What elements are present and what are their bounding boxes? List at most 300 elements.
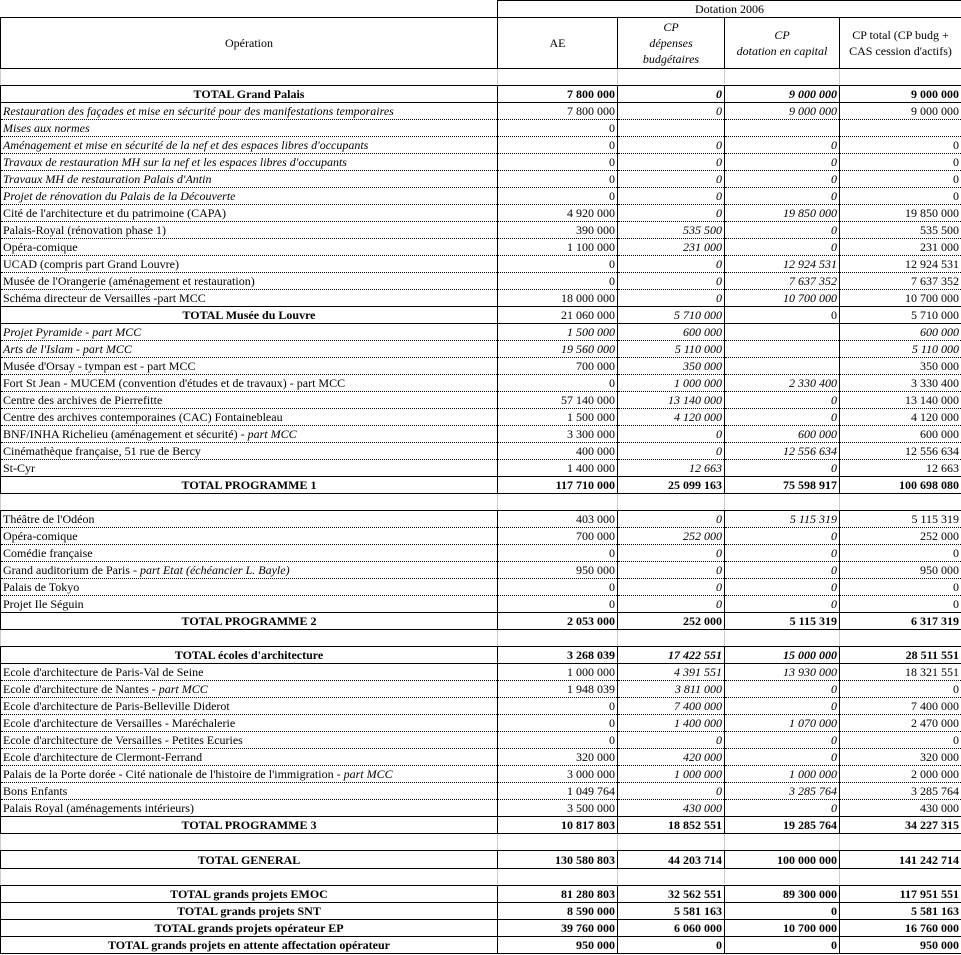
ae-cell: 0 — [498, 120, 618, 137]
table-row — [1, 545, 961, 562]
empty-cell — [1, 69, 498, 86]
cp-total-cell: 9 000 000 — [840, 103, 961, 120]
ae-cell: 1 000 000 — [498, 664, 618, 681]
cp-depenses-cell: 1 400 000 — [618, 715, 725, 732]
empty-cell — [725, 69, 840, 86]
cp-depenses-cell: 44 203 714 — [618, 851, 725, 869]
operation-label: Restauration des façades et mise en sécurité pour des manifestations temporaires — [3, 104, 394, 118]
ae-cell: 81 280 803 — [498, 886, 618, 903]
empty-cell — [498, 869, 618, 886]
operation-label: UCAD (compris part Grand Louvre) — [3, 257, 179, 271]
cp-dotation-cell — [725, 120, 840, 137]
cp-total-cell: 0 — [840, 732, 961, 749]
operation-cell — [1, 239, 498, 256]
cp-dotation-cell — [725, 341, 840, 358]
operation-cell — [1, 783, 498, 800]
operation-cell — [1, 647, 498, 664]
cp-dotation-cell: 1 000 000 — [725, 766, 840, 783]
ae-cell: 0 — [498, 596, 618, 613]
operation-cell — [1, 886, 498, 903]
empty-cell — [725, 869, 840, 886]
cp-total-cell: 9 000 000 — [840, 86, 961, 103]
table-row — [1, 290, 961, 307]
table-row — [1, 749, 961, 766]
operation-label: Cinémathèque française, 51 rue de Bercy — [3, 444, 201, 458]
cp-dotation-cell: 75 598 917 — [725, 477, 840, 494]
operation-label: TOTAL PROGRAMME 3 — [181, 818, 317, 832]
empty-cell — [1, 834, 498, 851]
operation-cell — [1, 613, 498, 630]
operation-label: Travaux de restauration MH sur la nef et les espaces libres d'occupants — [3, 155, 347, 169]
operation-label: Schéma directeur de Versailles -part MCC — [3, 291, 206, 305]
operation-label: Grand auditorium de Paris - — [3, 563, 140, 577]
cp-depenses-cell: 420 000 — [618, 749, 725, 766]
operation-label: TOTAL grands projets opérateur EP — [154, 921, 344, 935]
cp-depenses-cell: 0 — [618, 256, 725, 273]
cp-total-cell: 231 000 — [840, 239, 961, 256]
operation-cell — [1, 664, 498, 681]
cp-total-cell: 5 710 000 — [840, 307, 961, 324]
cp-total-cell: 0 — [840, 545, 961, 562]
spacer-row — [1, 630, 961, 647]
cp-depenses-cell — [618, 120, 725, 137]
table-row — [1, 766, 961, 783]
cp-dotation-cell: 0 — [725, 698, 840, 715]
operation-cell — [1, 545, 498, 562]
ae-cell: 39 760 000 — [498, 920, 618, 937]
cp-total-cell: 18 321 551 — [840, 664, 961, 681]
table-row — [1, 154, 961, 171]
operation-label: Palais de la Porte dorée - Cité nationale de l'histoire de l'immigration - — [3, 767, 344, 781]
operation-label: Musée de l'Orangerie (aménagement et restauration) — [3, 274, 255, 288]
table-row — [1, 596, 961, 613]
cp-dotation-cell: 0 — [725, 188, 840, 205]
cp-depenses-cell: 6 060 000 — [618, 920, 725, 937]
ae-cell: 1 500 000 — [498, 409, 618, 426]
cp-total-cell: 950 000 — [840, 937, 961, 954]
cp-dotation-cell: 10 700 000 — [725, 290, 840, 307]
ae-cell: 0 — [498, 273, 618, 290]
operation-cell — [1, 443, 498, 460]
table-row — [1, 732, 961, 749]
cp-dotation-cell: 0 — [725, 903, 840, 920]
table-row — [1, 511, 961, 528]
operation-cell — [1, 477, 498, 494]
ae-cell: 403 000 — [498, 511, 618, 528]
cp-dotation-cell: 0 — [725, 732, 840, 749]
cp-depenses-cell: 5 581 163 — [618, 903, 725, 920]
cp-total-cell: 600 000 — [840, 324, 961, 341]
table-row — [1, 426, 961, 443]
cp-dotation-cell: 600 000 — [725, 426, 840, 443]
empty-cell — [840, 834, 961, 851]
cp-total-cell: 10 700 000 — [840, 290, 961, 307]
cp-total-cell: 12 924 531 — [840, 256, 961, 273]
table-row — [1, 664, 961, 681]
ae-cell: 130 580 803 — [498, 851, 618, 869]
empty-cell — [725, 494, 840, 511]
operation-cell — [1, 171, 498, 188]
header-cp-depenses — [618, 18, 725, 69]
table-row — [1, 239, 961, 256]
cp-total-cell: 0 — [840, 681, 961, 698]
cp-total-cell: 100 698 080 — [840, 477, 961, 494]
total-row — [1, 886, 961, 903]
operation-label: Cité de l'architecture et du patrimoine (CAPA) — [3, 206, 226, 220]
operation-label: Ecole d'architecture de Paris-Belleville Diderot — [3, 699, 230, 713]
cp-dotation-cell: 0 — [725, 171, 840, 188]
cp-dotation-cell: 12 924 531 — [725, 256, 840, 273]
cp-depenses-cell: 1 000 000 — [618, 766, 725, 783]
empty-cell — [725, 630, 840, 647]
ae-cell: 400 000 — [498, 443, 618, 460]
cp-depenses-cell: 1 000 000 — [618, 375, 725, 392]
operation-label: TOTAL PROGRAMME 2 — [181, 614, 317, 628]
ae-cell: 0 — [498, 715, 618, 732]
cp-depenses-cell: 231 000 — [618, 239, 725, 256]
operation-label: TOTAL grands projets en attente affectation opérateur — [108, 938, 390, 952]
cp-dotation-cell: 0 — [725, 681, 840, 698]
operation-cell — [1, 426, 498, 443]
operation-label: Projet de rénovation du Palais de la Découverte — [3, 189, 236, 203]
operation-label: Arts de l'Islam - part MCC — [3, 342, 132, 356]
ae-cell: 320 000 — [498, 749, 618, 766]
operation-label: TOTAL Musée du Louvre — [182, 308, 316, 322]
cp-depenses-cell: 7 400 000 — [618, 698, 725, 715]
empty-cell — [618, 630, 725, 647]
total-row — [1, 613, 961, 630]
cp-depenses-cell: 350 000 — [618, 358, 725, 375]
cp-depenses-cell: 0 — [618, 783, 725, 800]
ae-cell: 1 400 000 — [498, 460, 618, 477]
cp-depenses-cell: 0 — [618, 171, 725, 188]
cp-dotation-cell: 1 070 000 — [725, 715, 840, 732]
cp-total-cell — [840, 120, 961, 137]
operation-label: TOTAL Grand Palais — [193, 87, 305, 101]
cp-total-cell: 34 227 315 — [840, 817, 961, 834]
cp-dotation-cell: 0 — [725, 800, 840, 817]
table-row — [1, 205, 961, 222]
operation-label: TOTAL PROGRAMME 1 — [181, 478, 317, 492]
cp-dotation-cell: 12 556 634 — [725, 443, 840, 460]
cp-depenses-cell: 17 422 551 — [618, 647, 725, 664]
table-row — [1, 256, 961, 273]
operation-label: Centre des archives de Pierrefitte — [3, 393, 163, 407]
cp-depenses-cell: 0 — [618, 596, 725, 613]
empty-cell — [618, 69, 725, 86]
cp-depenses-cell: 0 — [618, 511, 725, 528]
operation-label: Projet Pyramide - part MCC — [3, 325, 142, 339]
table-row — [1, 120, 961, 137]
cp-total-cell: 0 — [840, 579, 961, 596]
cp-dotation-cell: 0 — [725, 545, 840, 562]
operation-cell — [1, 358, 498, 375]
cp-total-cell: 4 120 000 — [840, 409, 961, 426]
ae-cell: 950 000 — [498, 937, 618, 954]
cp-total-cell: 0 — [840, 596, 961, 613]
operation-cell — [1, 307, 498, 324]
ae-cell: 3 000 000 — [498, 766, 618, 783]
cp-depenses-cell: 0 — [618, 579, 725, 596]
table-row — [1, 324, 961, 341]
operation-label: Ecole d'architecture de Paris-Val de Seine — [3, 665, 204, 679]
header-cp-total: CP total (CP budg + CAS cession d'actifs) — [840, 18, 961, 69]
cp-total-cell: 0 — [840, 171, 961, 188]
operation-label: Ecole d'architecture de Versailles - Petites Ecuries — [3, 733, 243, 747]
cp-total-cell: 252 000 — [840, 528, 961, 545]
cp-dotation-cell: 19 285 764 — [725, 817, 840, 834]
ae-cell: 0 — [498, 375, 618, 392]
empty-cell — [498, 834, 618, 851]
cp-total-cell: 5 115 319 — [840, 511, 961, 528]
operation-cell — [1, 579, 498, 596]
cp-dotation-cell: 0 — [725, 596, 840, 613]
empty-cell — [840, 69, 961, 86]
operation-cell — [1, 375, 498, 392]
table-row — [1, 375, 961, 392]
ae-cell: 0 — [498, 188, 618, 205]
empty-cell — [840, 494, 961, 511]
operation-cell — [1, 681, 498, 698]
operation-cell — [1, 698, 498, 715]
cp-dotation-cell: 0 — [725, 579, 840, 596]
cp-depenses-cell: 0 — [618, 443, 725, 460]
operation-cell — [1, 120, 498, 137]
spacer-row — [1, 834, 961, 851]
operation-cell — [1, 341, 498, 358]
ae-cell: 0 — [498, 154, 618, 171]
operation-cell — [1, 596, 498, 613]
ae-cell: 19 560 000 — [498, 341, 618, 358]
operation-cell — [1, 511, 498, 528]
empty-cell — [1, 869, 498, 886]
operation-cell — [1, 817, 498, 834]
cp-total-cell: 5 581 163 — [840, 903, 961, 920]
spacer-row — [1, 69, 961, 86]
header-empty — [1, 1, 498, 18]
table-row — [1, 783, 961, 800]
ae-cell: 117 710 000 — [498, 477, 618, 494]
ae-cell: 0 — [498, 171, 618, 188]
operation-cell — [1, 205, 498, 222]
cp-depenses-cell: 0 — [618, 86, 725, 103]
cp-depenses-cell: 5 110 000 — [618, 341, 725, 358]
operation-label: Palais Royal (aménagements intérieurs) — [3, 801, 194, 815]
operation-label: Ecole d'architecture de Clermont-Ferrand — [3, 750, 203, 764]
cp-total-cell: 7 637 352 — [840, 273, 961, 290]
cp-depenses-cell: 0 — [618, 562, 725, 579]
spacer-row — [1, 869, 961, 886]
operation-cell — [1, 103, 498, 120]
operation-label: Bons Enfants — [3, 784, 68, 798]
header-cp-dotation-line2: dotation en capital — [736, 44, 828, 58]
cp-depenses-cell: 5 710 000 — [618, 307, 725, 324]
cp-total-cell: 320 000 — [840, 749, 961, 766]
operation-label: Mises aux normes — [3, 121, 90, 135]
table-row — [1, 409, 961, 426]
empty-cell — [618, 494, 725, 511]
cp-total-cell: 600 000 — [840, 426, 961, 443]
cp-total-cell: 0 — [840, 154, 961, 171]
cp-dotation-cell: 7 637 352 — [725, 273, 840, 290]
ae-cell: 4 920 000 — [498, 205, 618, 222]
cp-total-cell: 2 470 000 — [840, 715, 961, 732]
operation-cell — [1, 154, 498, 171]
cp-depenses-cell: 3 811 000 — [618, 681, 725, 698]
empty-cell — [840, 869, 961, 886]
cp-dotation-cell: 9 000 000 — [725, 103, 840, 120]
ae-cell: 390 000 — [498, 222, 618, 239]
cp-dotation-cell: 19 850 000 — [725, 205, 840, 222]
table-row — [1, 460, 961, 477]
header-dotation-2006: Dotation 2006 — [498, 1, 961, 18]
table-row — [1, 103, 961, 120]
cp-depenses-cell: 535 500 — [618, 222, 725, 239]
table-row — [1, 800, 961, 817]
cp-depenses-cell: 12 663 — [618, 460, 725, 477]
cp-dotation-cell: 0 — [725, 409, 840, 426]
cp-dotation-cell: 0 — [725, 749, 840, 766]
ae-cell: 700 000 — [498, 528, 618, 545]
cp-depenses-cell: 430 000 — [618, 800, 725, 817]
empty-cell — [618, 869, 725, 886]
operation-label-emphasis: part MCC — [343, 767, 393, 781]
operation-cell — [1, 392, 498, 409]
ae-cell: 1 948 039 — [498, 681, 618, 698]
cp-total-cell: 5 110 000 — [840, 341, 961, 358]
ae-cell: 1 100 000 — [498, 239, 618, 256]
table-row — [1, 392, 961, 409]
cp-dotation-cell — [725, 324, 840, 341]
operation-label: Comédie française — [3, 546, 93, 560]
cp-depenses-cell: 0 — [618, 137, 725, 154]
empty-cell — [498, 630, 618, 647]
cp-depenses-cell: 0 — [618, 545, 725, 562]
empty-cell — [725, 834, 840, 851]
total-row — [1, 477, 961, 494]
ae-cell: 950 000 — [498, 562, 618, 579]
operation-label: Opéra-comique — [3, 240, 78, 254]
ae-cell: 2 053 000 — [498, 613, 618, 630]
operation-label: BNF/INHA Richelieu (aménagement et sécurité) - — [3, 427, 248, 441]
empty-cell — [1, 494, 498, 511]
cp-total-cell: 3 285 764 — [840, 783, 961, 800]
table-row — [1, 188, 961, 205]
header-row-group — [1, 1, 961, 18]
cp-depenses-cell: 13 140 000 — [618, 392, 725, 409]
cp-total-cell: 13 140 000 — [840, 392, 961, 409]
empty-cell — [498, 69, 618, 86]
cp-depenses-cell: 0 — [618, 273, 725, 290]
spacer-row — [1, 494, 961, 511]
table-row — [1, 579, 961, 596]
operation-label: St-Cyr — [3, 461, 36, 475]
cp-depenses-cell: 18 852 551 — [618, 817, 725, 834]
cp-depenses-cell: 32 562 551 — [618, 886, 725, 903]
ae-cell: 700 000 — [498, 358, 618, 375]
total-row — [1, 647, 961, 664]
cp-dotation-cell: 0 — [725, 937, 840, 954]
cp-depenses-cell: 4 120 000 — [618, 409, 725, 426]
cp-dotation-cell: 0 — [725, 222, 840, 239]
cp-total-cell: 0 — [840, 137, 961, 154]
operation-label: TOTAL grands projets SNT — [177, 904, 321, 918]
ae-cell: 0 — [498, 698, 618, 715]
total-row — [1, 920, 961, 937]
cp-total-cell: 6 317 319 — [840, 613, 961, 630]
cp-total-cell: 117 951 551 — [840, 886, 961, 903]
operation-label: Projet Ile Séguin — [3, 597, 84, 611]
cp-dotation-cell: 10 700 000 — [725, 920, 840, 937]
ae-cell: 3 300 000 — [498, 426, 618, 443]
total-row — [1, 86, 961, 103]
ae-cell: 0 — [498, 137, 618, 154]
cp-dotation-cell: 0 — [725, 137, 840, 154]
operation-label: Théâtre de l'Odéon — [3, 512, 95, 526]
operation-cell — [1, 409, 498, 426]
cp-total-cell: 0 — [840, 188, 961, 205]
operation-cell — [1, 766, 498, 783]
ae-cell: 18 000 000 — [498, 290, 618, 307]
table-row — [1, 171, 961, 188]
cp-dotation-cell: 15 000 000 — [725, 647, 840, 664]
ae-cell: 21 060 000 — [498, 307, 618, 324]
ae-cell: 3 500 000 — [498, 800, 618, 817]
cp-total-cell: 535 500 — [840, 222, 961, 239]
operation-label: Centre des archives contemporaines (CAC) Fontainebleau — [3, 410, 283, 424]
total-row — [1, 903, 961, 920]
table-row — [1, 562, 961, 579]
cp-total-cell: 12 663 — [840, 460, 961, 477]
operation-label: Travaux MH de restauration Palais d'Antin — [3, 172, 212, 186]
cp-dotation-cell: 0 — [725, 392, 840, 409]
cp-depenses-cell: 4 391 551 — [618, 664, 725, 681]
cp-depenses-cell: 252 000 — [618, 528, 725, 545]
operation-cell — [1, 324, 498, 341]
header-operation: Opération — [1, 18, 498, 69]
header-cp-dotation-line1: CP — [774, 28, 790, 42]
header-cp-dotation — [725, 18, 840, 69]
cp-dotation-cell: 13 930 000 — [725, 664, 840, 681]
operation-cell — [1, 851, 498, 869]
operation-cell — [1, 460, 498, 477]
operation-label: Aménagement et mise en sécurité de la nef et des espaces libres d'occupants — [3, 138, 369, 152]
cp-dotation-cell: 0 — [725, 528, 840, 545]
header-cp-depenses-line2: dépenses budgétaires — [642, 36, 700, 66]
total-row — [1, 937, 961, 954]
cp-dotation-cell: 0 — [725, 154, 840, 171]
operation-cell — [1, 937, 498, 954]
cp-depenses-cell: 252 000 — [618, 613, 725, 630]
operation-label: Ecole d'architecture de Versailles - Maréchalerie — [3, 716, 236, 730]
cp-total-cell: 2 000 000 — [840, 766, 961, 783]
operation-cell — [1, 715, 498, 732]
header-row-columns — [1, 18, 961, 69]
operation-cell — [1, 273, 498, 290]
operation-cell — [1, 800, 498, 817]
operation-label: TOTAL écoles d'architecture — [174, 648, 324, 662]
operation-cell — [1, 256, 498, 273]
operation-cell — [1, 222, 498, 239]
operation-cell — [1, 920, 498, 937]
cp-dotation-cell: 5 115 319 — [725, 613, 840, 630]
operation-cell — [1, 749, 498, 766]
cp-dotation-cell: 9 000 000 — [725, 86, 840, 103]
operation-label: Musée d'Orsay - tympan est - part MCC — [3, 359, 196, 373]
cp-total-cell: 28 511 551 — [840, 647, 961, 664]
table-row — [1, 273, 961, 290]
cp-total-cell: 16 760 000 — [840, 920, 961, 937]
